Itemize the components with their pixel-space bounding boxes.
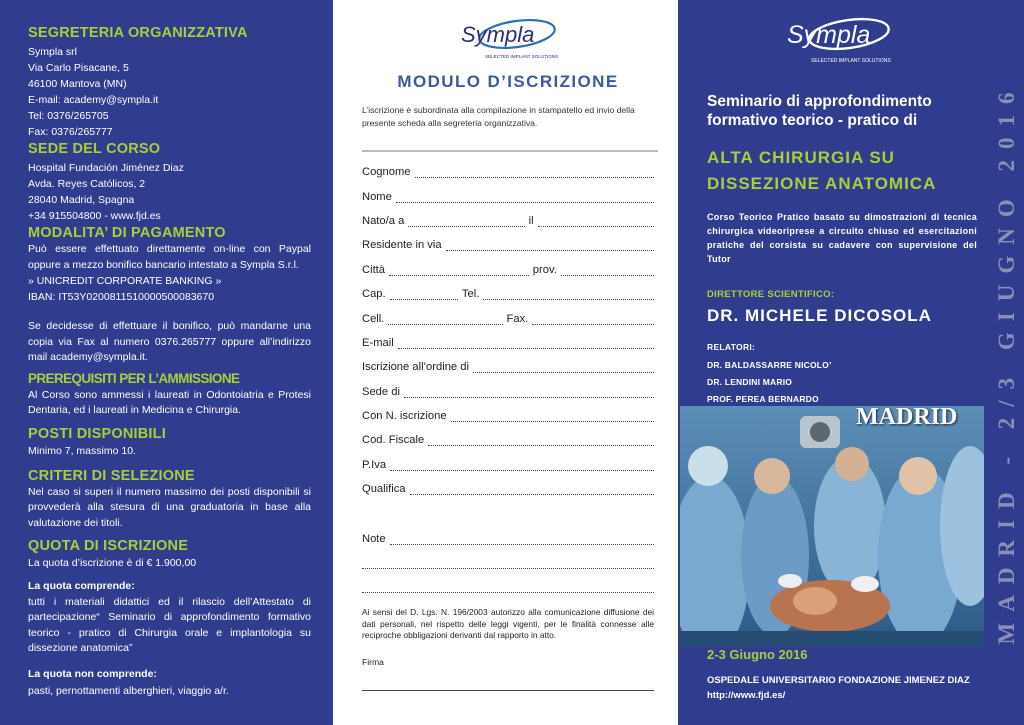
field-label: Sede di bbox=[362, 385, 400, 398]
field-label: prov. bbox=[532, 263, 557, 276]
sede-line: +34 915504800 - www.fjd.es bbox=[28, 210, 161, 222]
vertical-date-text: MADRID - 2/3 GIUGNO 2016 bbox=[994, 81, 1019, 644]
logo-tagline: SELECTED IMPLANT SOLUTIONS bbox=[811, 58, 891, 64]
quota-title: QUOTA DI ISCRIZIONE bbox=[28, 538, 189, 554]
input-line[interactable] bbox=[390, 288, 458, 300]
posti-title: POSTI DISPONIBILI bbox=[28, 425, 166, 442]
segreteria-line: Tel: 0376/265705 bbox=[28, 110, 109, 122]
form-intro: L’iscrizione è subordinata alla compilazione in stampatello ed invio della presente scheda alla segreteria organizzativa. bbox=[362, 105, 635, 128]
field-piva[interactable] bbox=[362, 453, 654, 477]
field-label: P.Iva bbox=[362, 458, 387, 471]
criteri-title: CRITERI DI SELEZIONE bbox=[28, 467, 195, 484]
surgery-photo bbox=[680, 406, 984, 646]
input-line[interactable] bbox=[390, 459, 654, 471]
segreteria-line: Sympla srl bbox=[28, 46, 78, 58]
segreteria-line: Fax: 0376/265777 bbox=[28, 126, 113, 138]
field-sede[interactable] bbox=[362, 380, 654, 404]
signature-line[interactable] bbox=[362, 690, 654, 691]
sede-line: 28040 Madrid, Spagna bbox=[28, 194, 135, 206]
field-label: Nato/a a bbox=[362, 214, 405, 227]
prerequisiti-text: Al Corso sono ammessi i laureati in Odontoiatria e Protesi Dentaria, ed i laureati in Medicina e Chirurgia. bbox=[28, 388, 311, 416]
field-label: Residente in via bbox=[362, 239, 442, 252]
course-description: Corso Teorico Pratico basato su dimostrazioni di tecnica chirurgica videoriprese a circuito chiuso ed esercitazioni pratiche del corsista su cadavere con supervisione del Tutor bbox=[707, 212, 977, 264]
input-line[interactable] bbox=[446, 239, 654, 251]
sede-info bbox=[28, 160, 311, 224]
field-ordine[interactable] bbox=[362, 355, 654, 379]
input-line[interactable] bbox=[428, 434, 654, 446]
input-line[interactable] bbox=[388, 313, 502, 325]
field-cap[interactable] bbox=[362, 282, 654, 306]
segreteria-info bbox=[28, 44, 311, 140]
input-line[interactable] bbox=[483, 288, 654, 300]
field-citta[interactable] bbox=[362, 258, 654, 282]
input-line[interactable] bbox=[473, 361, 654, 373]
pagamento-text: Può essere effettuato direttamente on-line con Paypal oppure a mezzo bonifico bancario intestato a Sympla S.r.l. bbox=[28, 243, 311, 271]
sympla-logo bbox=[781, 12, 901, 66]
field-note[interactable] bbox=[362, 526, 654, 550]
form-title: MODULO D’ISCRIZIONE bbox=[397, 72, 619, 91]
pagamento-fax: Se decidesse di effettuare il bonifico, può mandarne una copia via Fax al numero 0376.265777 oppure all’indirizzo mail academy@sympla.it. bbox=[28, 320, 311, 363]
criteri-text: Nel caso si superi il numero massimo dei posti disponibili si provvederà alla stesura di una graduatoria in base alla valutazione dei titoli. bbox=[28, 485, 311, 529]
firma-label: Firma bbox=[362, 657, 384, 667]
input-line[interactable] bbox=[362, 581, 654, 593]
field-label: Cod. Fiscale bbox=[362, 434, 425, 447]
vertical-banner bbox=[990, 0, 1024, 725]
input-line[interactable] bbox=[408, 215, 524, 227]
cover-panel bbox=[678, 0, 1024, 725]
director-label: DIRETTORE SCIENTIFICO: bbox=[707, 289, 835, 300]
field-residente[interactable] bbox=[362, 233, 654, 257]
non-comprende-text: pasti, pernottamenti alberghieri, viaggio a/r. bbox=[28, 685, 229, 697]
city-label: MADRID bbox=[856, 404, 958, 430]
input-line[interactable] bbox=[404, 386, 654, 398]
event-date: 2-3 Giugno 2016 bbox=[707, 647, 808, 662]
field-label: Nome bbox=[362, 190, 392, 203]
input-line[interactable] bbox=[398, 337, 654, 349]
input-line[interactable] bbox=[410, 483, 654, 495]
posti-text: Minimo 7, massimo 10. bbox=[28, 444, 136, 457]
field-label: Cap. bbox=[362, 288, 386, 301]
privacy-consent: Ai sensi del D. Lgs. N. 196/2003 autorizzo alla comunicazione diffusione dei dati personali, nel rispetto delle leggi vigenti, per le finalità connesse alle reciproche obbligazioni derivanti dal rapporto in atto. bbox=[362, 607, 654, 641]
segreteria-email[interactable]: E-mail: academy@sympla.it bbox=[28, 94, 159, 106]
divider bbox=[362, 150, 658, 152]
pagamento-title: MODALITA’ DI PAGAMENTO bbox=[28, 225, 226, 241]
note-line-2[interactable] bbox=[362, 551, 654, 575]
field-label: Con N. iscrizione bbox=[362, 410, 447, 423]
field-qualifica[interactable] bbox=[362, 477, 654, 501]
seminar-title: ALTA CHIRURGIA SU DISSEZIONE ANATOMICA bbox=[707, 148, 937, 193]
hospital-website[interactable]: http://www.fjd.es/ bbox=[707, 690, 786, 701]
field-label: il bbox=[528, 214, 534, 227]
speaker-item: DR. BALDASSARRE NICOLO’ bbox=[707, 360, 832, 370]
input-line[interactable] bbox=[561, 264, 654, 276]
field-label: Qualifica bbox=[362, 483, 406, 496]
segreteria-line: 46100 Mantova (MN) bbox=[28, 78, 127, 90]
sympla-logo bbox=[455, 14, 565, 62]
field-cod-fiscale[interactable] bbox=[362, 428, 654, 452]
note-line-3[interactable] bbox=[362, 575, 654, 599]
comprende-text: tutti i materiali didattici ed il rilascio dell’Attestato di partecipazione“ Seminario di approfondimento formativo teorico - pratico di Chirurgia orale e implantologia su dissezione anatomica” bbox=[28, 595, 311, 654]
field-label: E-mail bbox=[362, 336, 394, 349]
hospital-info bbox=[707, 673, 997, 703]
segreteria-line: Via Carlo Pisacane, 5 bbox=[28, 62, 129, 74]
input-line[interactable] bbox=[532, 313, 654, 325]
left-panel bbox=[0, 0, 333, 725]
segreteria-title: SEGRETERIA ORGANIZZATIVA bbox=[28, 25, 248, 41]
field-nato[interactable] bbox=[362, 209, 654, 233]
field-n-iscrizione[interactable] bbox=[362, 404, 654, 428]
registration-form-panel bbox=[333, 0, 678, 725]
field-label: Tel. bbox=[461, 288, 480, 301]
non-comprende-label: La quota non comprende: bbox=[28, 667, 157, 680]
form-fields bbox=[362, 160, 654, 600]
speaker-item: PROF. PEREA BERNARDO bbox=[707, 394, 819, 404]
field-label: Note bbox=[362, 532, 386, 545]
input-line[interactable] bbox=[362, 557, 654, 569]
sede-line: Hospital Fundación Jiménez Diaz bbox=[28, 162, 184, 174]
sede-title: SEDE DEL CORSO bbox=[28, 141, 161, 157]
logo-text: Sympla bbox=[461, 22, 535, 47]
input-line[interactable] bbox=[396, 191, 654, 203]
field-email[interactable] bbox=[362, 331, 654, 355]
quota-text: La quota d’iscrizione è di € 1.900,00 bbox=[28, 557, 197, 569]
field-label: Iscrizione all’ordine di bbox=[362, 361, 469, 374]
speaker-item: DR. LENDINI MARIO bbox=[707, 377, 793, 387]
logo-tagline: SELECTED IMPLANT SOLUTIONS bbox=[485, 54, 559, 59]
comprende-label: La quota comprende: bbox=[28, 580, 135, 592]
input-line[interactable] bbox=[415, 166, 654, 178]
input-line[interactable] bbox=[389, 264, 529, 276]
input-line[interactable] bbox=[451, 410, 654, 422]
pagamento-iban: IBAN: IT53Y0200811510000500083670 bbox=[28, 291, 215, 303]
pagamento-bank: » UNICREDIT CORPORATE BANKING » bbox=[28, 275, 222, 287]
input-line[interactable] bbox=[390, 533, 654, 545]
input-line[interactable] bbox=[538, 215, 654, 227]
prerequisiti-title: PREREQUISITI PER L’AMMISSIONE bbox=[28, 370, 240, 386]
seminar-heading: Seminario di approfondimento formativo teorico - pratico di bbox=[707, 93, 932, 129]
field-label: Cell. bbox=[362, 312, 385, 325]
field-label: Fax. bbox=[506, 312, 529, 325]
field-cell[interactable] bbox=[362, 306, 654, 330]
speakers-label: RELATORI: bbox=[707, 342, 756, 352]
field-label: Cognome bbox=[362, 166, 411, 179]
sede-line: Avda. Reyes Católicos, 2 bbox=[28, 178, 146, 190]
field-cognome[interactable] bbox=[362, 160, 654, 184]
field-label: Città bbox=[362, 263, 386, 276]
logo-text: Sympla bbox=[787, 21, 871, 49]
field-nome[interactable] bbox=[362, 184, 654, 208]
director-name: DR. MICHELE DICOSOLA bbox=[707, 306, 932, 325]
hospital-name: OSPEDALE UNIVERSITARIO FONDAZIONE JIMENEZ DIAZ bbox=[707, 675, 970, 686]
